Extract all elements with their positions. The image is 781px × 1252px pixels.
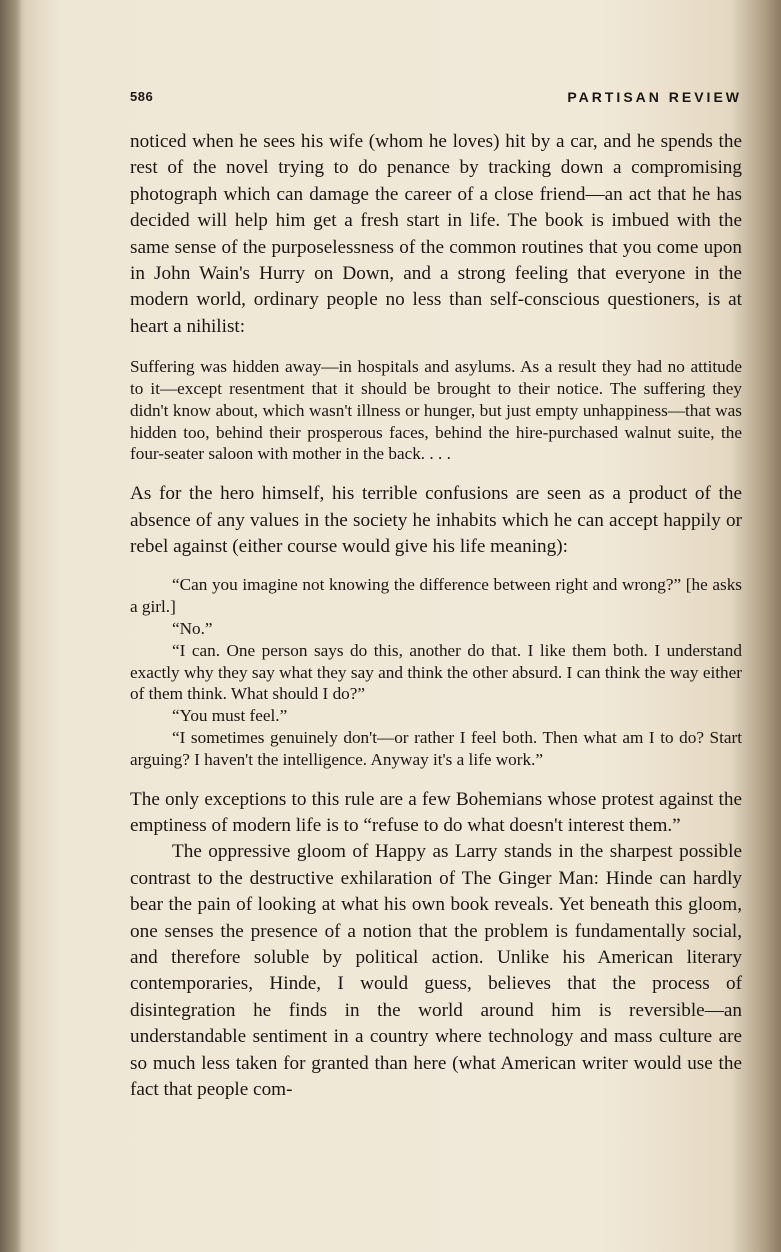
block-quote-1: Suffering was hidden away—in hospitals and asylums. As a result they had no attitude to it—except resentment that it should be brought to their notice. The suffering they didn't know about, which wasn't illness or hunger, but just empty unhappiness—that was hidden too, behind their prosperous faces, behind the hire-purchased walnut suite, the four-seater saloon with mother in the back. . . . [130, 357, 742, 464]
dialogue-line: “Can you imagine not knowing the difference between right and wrong?” [he asks a girl.] [130, 575, 742, 617]
journal-title: PARTISAN REVIEW [567, 89, 742, 105]
paragraph-3: The only exceptions to this rule are a few Bohemians whose protest against the emptiness of modern life is to “refuse to do what doesn't interest them.” [130, 788, 742, 837]
paragraph-4: The oppressive gloom of Happy as Larry stands in the sharpest possible contrast to the destructive exhilaration of The Ginger Man: Hinde can hardly bear the pain of looking at what his own book reveals. Yet beneath this gloom, one senses the presence of a notion that the problem is fundamentally social, and therefore soluble by political action. Unlike his American literary contemporaries, Hinde, I would guess, believes that the process of disintegration he finds in the world around him is reversible—an understandable sentiment in a country where technology and mass culture are so much less taken for granted than here (what American writer would use the fact that people com- [130, 841, 742, 1101]
dialogue-line: “I sometimes genuinely don't—or rather I feel both. Then what am I to do? Start arguing? I haven't the intelligence. Anyway it's a life work.” [130, 728, 742, 769]
running-head [130, 89, 742, 109]
dialogue-line: “No.” [172, 619, 213, 639]
book-gutter [0, 0, 22, 1252]
dialogue-line: “I can. One person says do this, another do that. I like them both. I understand exactly why they say what they say and think the other absurd. I can think the way either of them think. What should I do?” [130, 640, 742, 704]
block-quote-2 [130, 574, 742, 770]
body-text [130, 129, 742, 1104]
paragraph-1: noticed when he sees his wife (whom he loves) hit by a car, and he spends the rest of the novel trying to do penance by tracking down a compromising photograph which can damage the career of a close friend—an act that he has decided will help him get a fresh start in life. The book is imbued with the same sense of the purposelessness of the common routines that you come upon in John Wain's Hurry on Down, and a strong feeling that everyone in the modern world, ordinary people no less than self-conscious questioners, is at heart a nihilist: [130, 131, 742, 337]
paragraph-2: As for the hero himself, his terrible confusions are seen as a product of the absence of any values in the society he inhabits which he can accept happily or rebel against (either course would give his life meaning): [130, 483, 742, 558]
dialogue-line: “You must feel.” [172, 706, 288, 726]
page-number: 586 [130, 89, 154, 104]
